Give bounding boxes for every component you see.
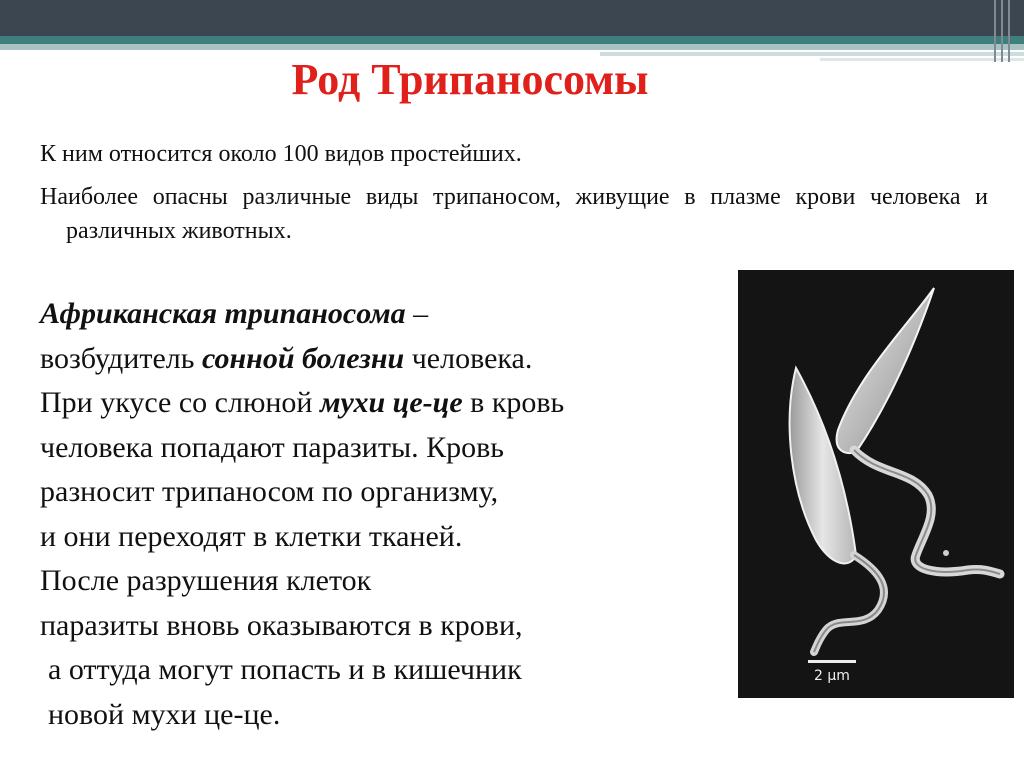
- header-stripe: [0, 36, 1024, 44]
- body-text: в кровь: [462, 386, 565, 419]
- body-line-5: разносит трипаносом по организму,: [40, 475, 499, 508]
- body-line-3: [40, 381, 730, 426]
- body-text: человека.: [404, 341, 533, 375]
- scale-bar: [808, 660, 856, 663]
- body-paragraph: [40, 292, 730, 737]
- header-bar: [0, 0, 1024, 36]
- heading-dash: –: [405, 297, 429, 330]
- scale-label: 2 μm: [814, 668, 850, 684]
- body-line-8: паразиты вновь оказываются в крови,: [40, 608, 523, 642]
- body-line-9: а оттуда могут попасть и в кишечник: [48, 653, 522, 686]
- body-text: возбудитель: [40, 341, 202, 375]
- body-line-10: новой мухи це-це.: [48, 697, 281, 731]
- trypanosome-micrograph: [738, 270, 1014, 698]
- body-text: При укусе со слюной: [40, 386, 320, 419]
- body-emphasis: мухи це-це: [320, 386, 463, 419]
- body-emphasis: сонной болезни: [201, 341, 405, 375]
- header-stripe-light: [0, 44, 1024, 50]
- body-line-1: [40, 292, 730, 337]
- intro-line-1: К ним относится около 100 видов простейших.: [40, 141, 522, 167]
- body-heading: Африканская трипаноcома: [40, 297, 406, 330]
- body-line-4: человека попадают паразиты. Кровь: [40, 430, 504, 464]
- header-corner-lines: [988, 0, 1024, 62]
- slide-title: Род Трипаносомы: [291, 55, 649, 104]
- body-line-7: После разрушения клеток: [40, 564, 372, 597]
- body-line-6: и они переходят в клетки тканей.: [40, 519, 463, 553]
- body-line-2: [40, 337, 730, 382]
- intro-line-2: Наиболее опасны различные виды трипаносом, живущие в плазме крови человека и различных животных.: [40, 184, 988, 244]
